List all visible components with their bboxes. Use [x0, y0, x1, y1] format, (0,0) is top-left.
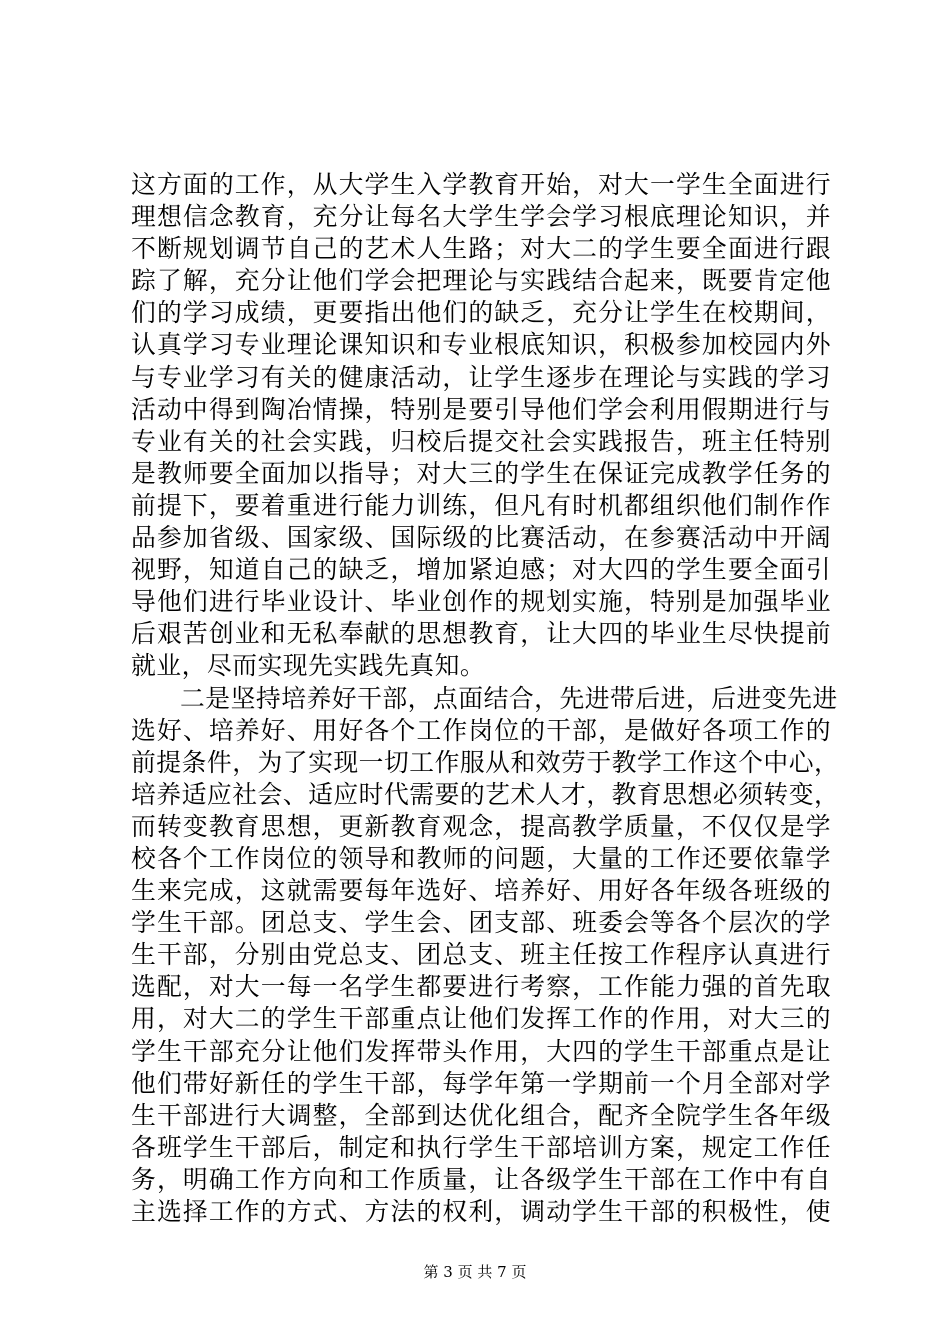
- text-line: 生干部进行大调整，全部到达优化组合，配齐全院学生各年级: [131, 1100, 831, 1130]
- text-line: 前提下，要着重进行能力训练，但凡有时机都组织他们制作作: [131, 490, 831, 520]
- text-line: 活动中得到陶冶情操，特别是要引导他们学会利用假期进行与: [131, 394, 831, 424]
- text-line: 选配，对大一每一名学生都要进行考察，工作能力强的首先取: [131, 972, 831, 1002]
- text-line: 主选择工作的方式、方法的权利，调动学生干部的积极性，使: [131, 1197, 831, 1226]
- text-line: 生来完成，这就需要每年选好、培养好、用好各年级各班级的: [131, 876, 831, 906]
- text-line: 他们带好新任的学生干部，每学年第一学期前一个月全部对学: [131, 1068, 831, 1098]
- text-line: 各班学生干部后，制定和执行学生干部培训方案，规定工作任: [131, 1132, 831, 1162]
- text-line: 选好、培养好、用好各个工作岗位的干部，是做好各项工作的: [131, 715, 831, 745]
- paragraph-1: [131, 169, 831, 683]
- text-line: 认真学习专业理论课知识和专业根底知识，积极参加校园内外: [131, 330, 831, 360]
- text-line: 校各个工作岗位的领导和教师的问题，大量的工作还要依靠学: [131, 843, 831, 873]
- paragraph-2: [131, 683, 840, 1229]
- text-line: 不断规划调节自己的艺术人生路；对大二的学生要全面进行跟: [131, 234, 831, 264]
- text-line: 与专业学习有关的健康活动，让学生逐步在理论与实践的学习: [131, 362, 831, 392]
- text-line: 这方面的工作，从大学生入学教育开始，对大一学生全面进行: [131, 170, 831, 199]
- text-line: 踪了解，充分让他们学会把理论与实践结合起来，既要肯定他: [131, 266, 831, 296]
- text-line: 而转变教育思想，更新教育观念，提高教学质量，不仅仅是学: [131, 811, 831, 841]
- text-line: 品参加省级、国家级、国际级的比赛活动，在参赛活动中开阔: [131, 523, 831, 553]
- text-line: 生干部，分别由党总支、团总支、班主任按工作程序认真进行: [131, 940, 831, 970]
- body-text: [131, 169, 840, 1228]
- page-number-label: 第 3 页 共 7 页: [423, 1263, 527, 1281]
- text-line: 后艰苦创业和无私奉献的思想教育，让大四的毕业生尽快提前: [131, 619, 831, 649]
- text-line: 用，对大二的学生干部重点让他们发挥工作的作用，对大三的: [131, 1004, 831, 1034]
- text-line: 学生干部充分让他们发挥带头作用，大四的学生干部重点是让: [131, 1036, 831, 1066]
- text-line: 是教师要全面加以指导；对大三的学生在保证完成教学任务的: [131, 458, 831, 488]
- text-line: 专业有关的社会实践，归校后提交社会实践报告，班主任特别: [131, 426, 831, 456]
- page-footer: [0, 1262, 950, 1282]
- text-line: 就业，尽而实现先实践先真知。: [131, 651, 486, 681]
- text-line: 视野，知道自己的缺乏，增加紧迫感；对大四的学生要全面引: [131, 555, 831, 585]
- text-line: 们的学习成绩，更要指出他们的缺乏，充分让学生在校期间，: [131, 298, 831, 328]
- text-line: 理想信念教育，充分让每名大学生学会学习根底理论知识，并: [131, 202, 831, 232]
- text-line: 前提条件，为了实现一切工作服从和效劳于教学工作这个中心，: [131, 747, 840, 777]
- text-line: 学生干部。团总支、学生会、团支部、班委会等各个层次的学: [131, 908, 831, 938]
- text-line: 培养适应社会、适应时代需要的艺术人才，教育思想必须转变，: [131, 779, 840, 809]
- text-line: 导他们进行毕业设计、毕业创作的规划实施，特别是加强毕业: [131, 587, 831, 617]
- text-line: 务，明确工作方向和工作质量，让各级学生干部在工作中有自: [131, 1164, 831, 1194]
- text-line: 二是坚持培养好干部，点面结合，先进带后进，后进变先进: [180, 683, 838, 713]
